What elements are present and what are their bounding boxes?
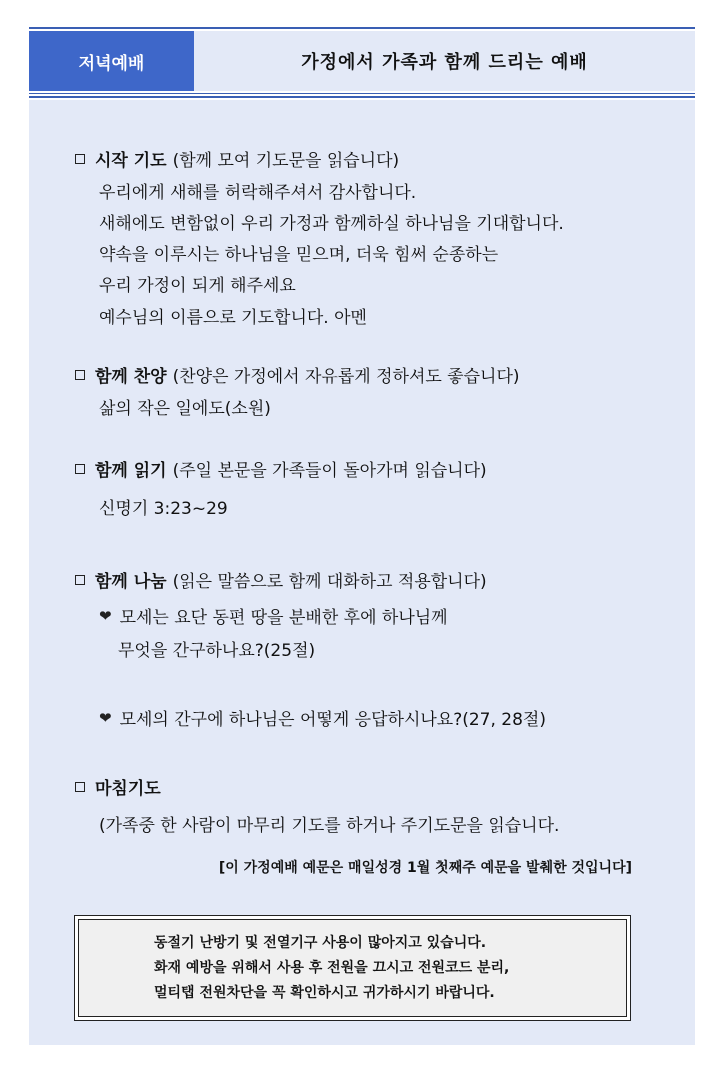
section-opening-heading (75, 146, 399, 171)
section-closing-heading (75, 774, 167, 799)
content-panel (29, 100, 695, 1045)
question-text: 모세는 요단 동편 땅을 분배한 후에 하나님께 (119, 608, 448, 628)
scripture-reference: 신명기 3:23~29 (99, 499, 228, 519)
notice-line: 동절기 난방기 및 전열기구 사용이 많아지고 있습니다. (154, 934, 487, 951)
section-sharing-heading (75, 567, 487, 592)
header-bottom-rule (29, 93, 695, 94)
prayer-line: 새해에도 변함없이 우리 가정과 함께하실 하나님을 기대합니다. (99, 214, 564, 234)
hymn-title: 삶의 작은 일에도(소원) (99, 399, 271, 419)
section-note: (주일 본문을 가족들이 돌아가며 읽습니다) (172, 461, 487, 481)
question-text: 모세의 간구에 하나님은 어떻게 응답하시나요?(27, 28절) (119, 710, 546, 730)
checkbox-square-icon (75, 782, 85, 792)
service-tag: 저녁예배 (29, 31, 194, 91)
checkbox-square-icon (75, 464, 85, 474)
section-reading-heading (75, 456, 487, 481)
section-note: (읽은 말씀으로 함께 대화하고 적용합니다) (172, 572, 487, 592)
section-title: 함께 찬양 (95, 367, 167, 387)
section-note: (함께 모여 기도문을 읽습니다) (172, 151, 400, 171)
notice-line: 멀티탭 전원차단을 꼭 확인하시고 귀가하시기 바랍니다. (154, 984, 495, 1001)
prayer-line: 예수님의 이름으로 기도합니다. 아멘 (99, 308, 367, 328)
question-text-continued: 무엇을 간구하나요?(25절) (118, 641, 316, 661)
notice-line: 화재 예방을 위해서 사용 후 전원을 끄시고 전원코드 분리, (154, 959, 510, 976)
heart-bullet-icon: ❤ (99, 606, 112, 625)
header-bottom-rule-thick (29, 96, 695, 98)
checkbox-square-icon (75, 575, 85, 585)
section-title: 시작 기도 (95, 151, 167, 171)
header-top-rule (29, 27, 695, 29)
discussion-question (99, 705, 546, 730)
section-title: 함께 읽기 (95, 461, 167, 481)
section-praise-heading (75, 362, 520, 387)
section-note: (찬양은 가정에서 자유롭게 정하셔도 좋습니다) (172, 367, 520, 387)
prayer-line: 우리 가정이 되게 해주세요 (99, 276, 296, 296)
checkbox-square-icon (75, 370, 85, 380)
safety-notice-box (74, 915, 631, 1021)
page-title: 가정에서 가족과 함께 드리는 예배 (194, 31, 695, 91)
header (29, 31, 695, 91)
section-title: 함께 나눔 (95, 572, 167, 592)
prayer-line: 우리에게 새해를 허락해주셔서 감사합니다. (99, 183, 417, 203)
checkbox-square-icon (75, 154, 85, 164)
discussion-question (99, 603, 448, 628)
heart-bullet-icon: ❤ (99, 708, 112, 727)
prayer-line: 약속을 이루시는 하나님을 믿으며, 더욱 힘써 순종하는 (99, 245, 499, 265)
closing-instruction: (가족중 한 사람이 마무리 기도를 하거나 주기도문을 읽습니다. (99, 816, 560, 836)
section-title: 마침기도 (95, 779, 161, 799)
source-note: [이 가정예배 예문은 매일성경 1월 첫째주 예문을 발췌한 것입니다] (218, 860, 632, 876)
safety-notice-inner (78, 919, 627, 1017)
